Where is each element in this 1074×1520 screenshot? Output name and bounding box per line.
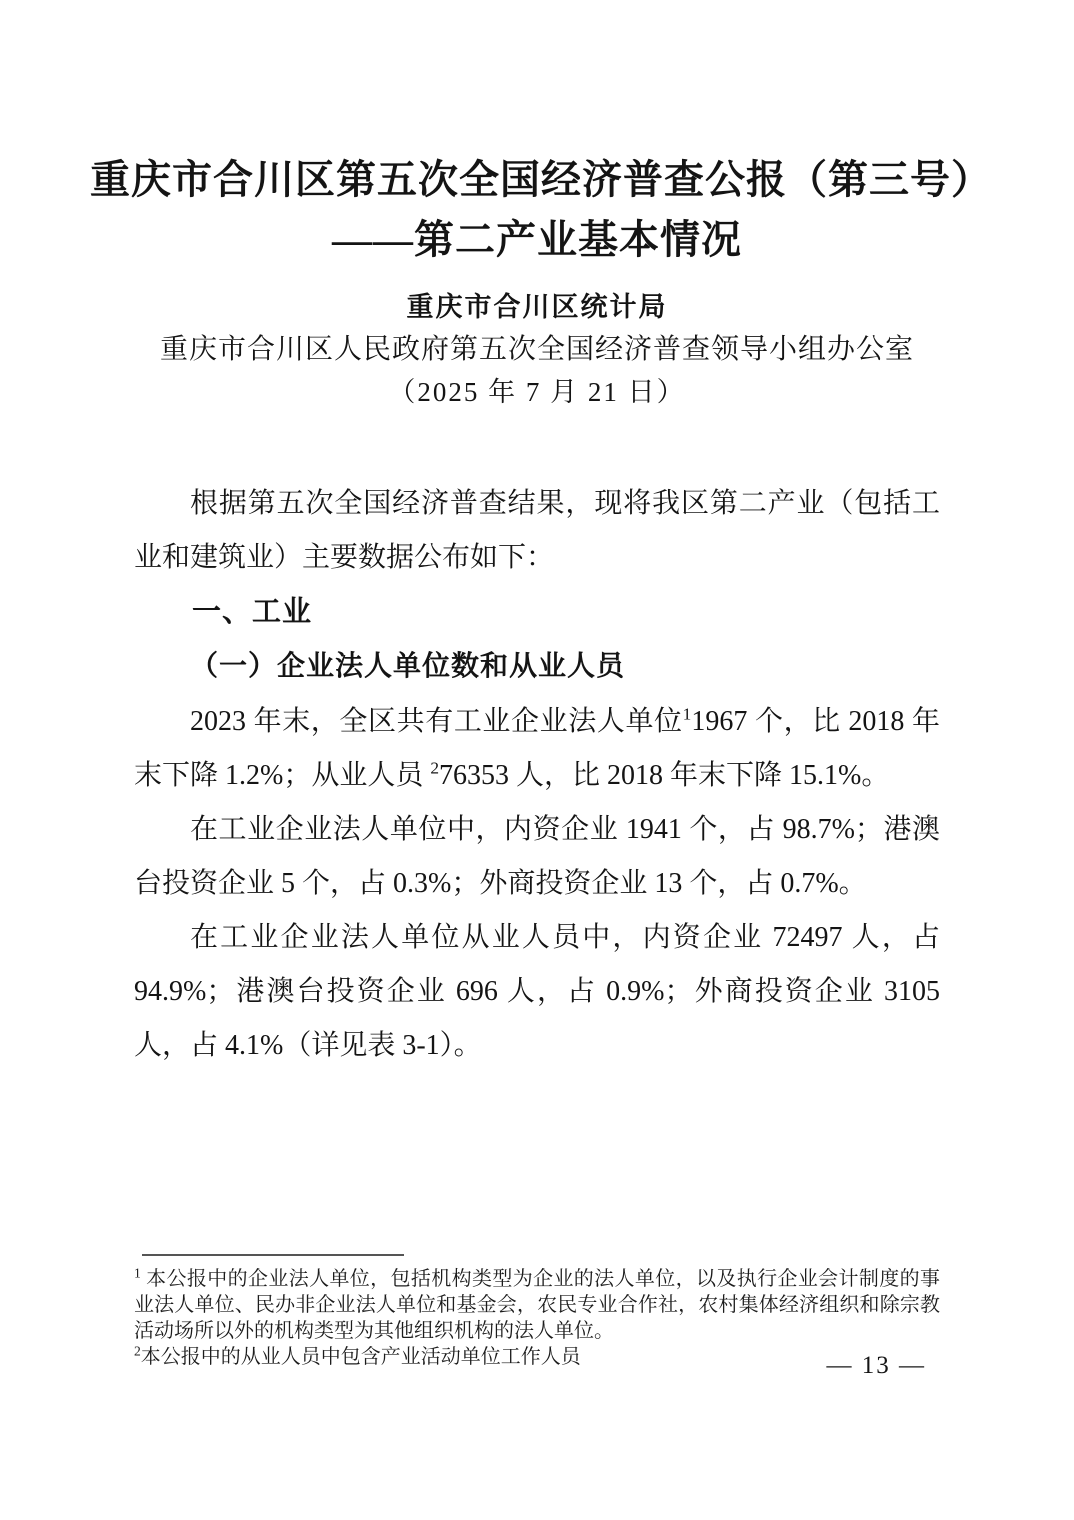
paragraph-industrial-units: [134, 695, 940, 803]
title-line-1: 重庆市合川区第五次全国经济普查公报（第三号）: [90, 157, 992, 202]
section-heading-industry: 一、工业: [192, 596, 313, 628]
footnote-2: [134, 1344, 940, 1370]
units-text-3: 76353 人，比 2018 年末下降 15.1%。: [439, 760, 890, 791]
footnote-1-marker: 1: [134, 1265, 141, 1281]
publication-date: （2025 年 7 月 21 日）: [388, 377, 686, 407]
units-text-1: 2023 年末，全区共有工业企业法人单位: [190, 706, 683, 737]
footnote-2-text: 本公报中的从业人员中包含产业活动单位工作人员: [140, 1346, 581, 1368]
document-title: [0, 0, 1074, 270]
footnote-1: [134, 1266, 940, 1344]
footnotes-section: [134, 1248, 940, 1370]
footnote-reference-2: 2: [430, 758, 440, 778]
paragraph-unit-composition: 在工业企业法人单位中，内资企业 1941 个，占 98.7%；港澳台投资企业 5 个，占 0.3%；外商投资企业 13 个，占 0.7%。: [134, 814, 940, 899]
paragraph-employee-composition: 在工业企业法人单位从业人员中，内资企业 72497 人，占 94.9%；港澳台投资企业 696 人，占 0.9%；外商投资企业 3105 人，占 4.1%（详见表 3-1）。: [134, 922, 940, 1061]
issuer-census-leading-group-office: 重庆市合川区人民政府第五次全国经济普查领导小组办公室: [159, 334, 914, 365]
units-text-2: 1967 个，比 2018 年末下降 1.2%；从业人员: [134, 706, 940, 791]
footnote-2-marker: 2: [134, 1343, 141, 1359]
footnote-1-text: 本公报中的企业法人单位，包括机构类型为企业的法人单位，以及执行企业会计制度的事业法人单位、民办非企业法人单位和基金会，农民专业合作社，农村集体经济组织和除宗教活动场所以外的机构类型为其他组织机构的法人单位。: [134, 1268, 940, 1342]
issuer-statistics-bureau: 重庆市合川区统计局: [406, 292, 668, 322]
document-body: [134, 477, 940, 1073]
subsection-heading-units-and-employees: （一）企业法人单位数和从业人员: [190, 651, 626, 682]
footnote-separator-line: [142, 1254, 404, 1256]
intro-paragraph: 根据第五次全国经济普查结果，现将我区第二产业（包括工业和建筑业）主要数据公布如下：: [134, 488, 940, 573]
document-head-meta: [0, 286, 1074, 414]
page-number: — 13 —: [826, 1352, 926, 1379]
title-line-2: ——第二产业基本情况: [332, 217, 742, 262]
footnote-reference-1: 1: [682, 704, 692, 724]
